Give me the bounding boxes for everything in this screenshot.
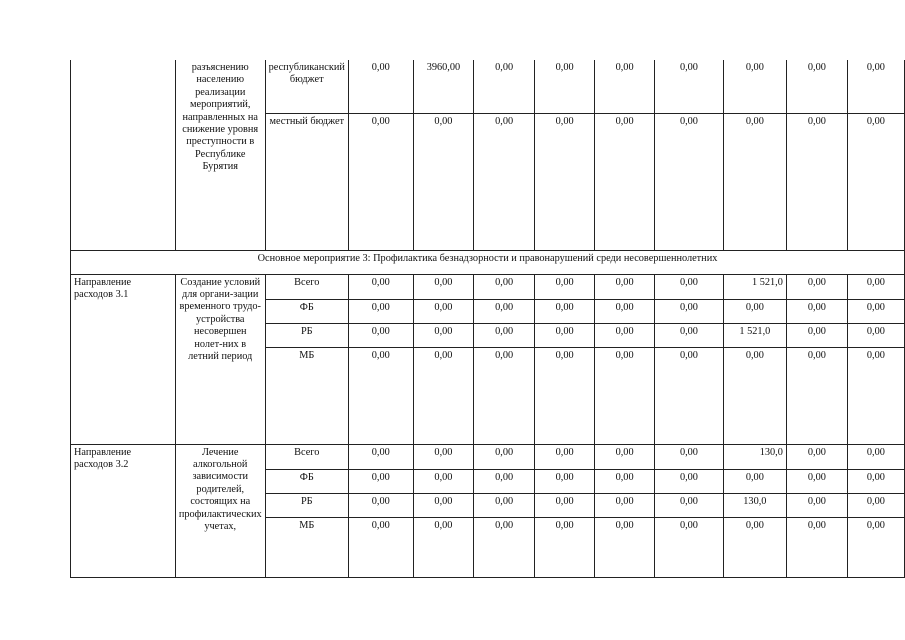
funding-source-cell: ФБ bbox=[265, 469, 348, 493]
direction-label: Направление расходов 3.2 bbox=[71, 444, 176, 577]
funding-source-cell: МБ bbox=[265, 517, 348, 577]
value-cell: 0,00 bbox=[348, 517, 413, 577]
value-cell: 0,00 bbox=[655, 113, 724, 250]
value-cell: 0,00 bbox=[847, 517, 904, 577]
value-cell: 0,00 bbox=[595, 323, 655, 347]
table-row bbox=[71, 274, 905, 299]
event-name-cell: разъяснению населению реализации мероприятий, направленных на снижение уровня преступности в Республике Бурятия bbox=[175, 60, 265, 250]
table-row bbox=[71, 60, 905, 113]
value-cell: 0,00 bbox=[595, 517, 655, 577]
value-cell: 0,00 bbox=[847, 274, 904, 299]
direction-label: Направление расходов 3.1 bbox=[71, 274, 176, 444]
value-cell: 0,00 bbox=[847, 469, 904, 493]
value-cell: 0,00 bbox=[595, 113, 655, 250]
value-cell: 0,00 bbox=[535, 444, 595, 469]
value-cell: 0,00 bbox=[847, 299, 904, 323]
value-cell: 0,00 bbox=[847, 347, 904, 444]
funding-source-cell: РБ bbox=[265, 493, 348, 517]
funding-source-cell: республиканский бюджет bbox=[265, 60, 348, 113]
value-cell: 1 521,0 bbox=[723, 323, 786, 347]
value-cell: 0,00 bbox=[535, 347, 595, 444]
direction-cell-empty bbox=[71, 60, 176, 250]
value-cell: 0,00 bbox=[655, 60, 724, 113]
value-cell: 0,00 bbox=[348, 113, 413, 250]
value-cell: 0,00 bbox=[413, 113, 473, 250]
value-cell: 0,00 bbox=[847, 493, 904, 517]
value-cell: 0,00 bbox=[595, 444, 655, 469]
value-cell: 0,00 bbox=[655, 323, 724, 347]
value-cell: 0,00 bbox=[474, 493, 535, 517]
funding-source-cell: ФБ bbox=[265, 299, 348, 323]
value-cell: 0,00 bbox=[595, 469, 655, 493]
value-cell: 0,00 bbox=[348, 347, 413, 444]
value-cell: 0,00 bbox=[413, 493, 473, 517]
value-cell: 0,00 bbox=[786, 323, 847, 347]
value-cell: 0,00 bbox=[413, 469, 473, 493]
event-name-cell: Лечение алкогольной зависимости родителей, состоящих на профилактических учетах, bbox=[175, 444, 265, 577]
value-cell: 3960,00 bbox=[413, 60, 473, 113]
event-name-cell: Создание условий для органи-зации временного трудо-устройства несовершен нолет-них в летний период bbox=[175, 274, 265, 444]
value-cell: 0,00 bbox=[595, 60, 655, 113]
value-cell: 0,00 bbox=[413, 444, 473, 469]
value-cell: 0,00 bbox=[474, 517, 535, 577]
section-title-row bbox=[71, 250, 905, 274]
value-cell: 0,00 bbox=[655, 299, 724, 323]
budget-table bbox=[70, 60, 905, 578]
value-cell: 1 521,0 bbox=[723, 274, 786, 299]
value-cell: 0,00 bbox=[413, 299, 473, 323]
value-cell: 0,00 bbox=[595, 274, 655, 299]
value-cell: 0,00 bbox=[595, 493, 655, 517]
value-cell: 0,00 bbox=[847, 323, 904, 347]
value-cell: 0,00 bbox=[474, 469, 535, 493]
funding-source-cell: Всего bbox=[265, 444, 348, 469]
value-cell: 0,00 bbox=[348, 469, 413, 493]
table-row bbox=[71, 444, 905, 469]
value-cell: 0,00 bbox=[535, 113, 595, 250]
value-cell: 0,00 bbox=[847, 113, 904, 250]
value-cell: 0,00 bbox=[348, 299, 413, 323]
value-cell: 0,00 bbox=[413, 323, 473, 347]
value-cell: 0,00 bbox=[723, 113, 786, 250]
funding-source-cell: МБ bbox=[265, 347, 348, 444]
funding-source-cell: РБ bbox=[265, 323, 348, 347]
value-cell: 0,00 bbox=[655, 517, 724, 577]
value-cell: 0,00 bbox=[786, 113, 847, 250]
value-cell: 0,00 bbox=[655, 444, 724, 469]
section-title: Основное мероприятие 3: Профилактика безнадзорности и правонарушений среди несовершеннолетних bbox=[71, 250, 905, 274]
value-cell: 0,00 bbox=[348, 274, 413, 299]
value-cell: 0,00 bbox=[535, 469, 595, 493]
value-cell: 0,00 bbox=[348, 444, 413, 469]
value-cell: 0,00 bbox=[723, 469, 786, 493]
value-cell: 0,00 bbox=[474, 323, 535, 347]
value-cell: 0,00 bbox=[535, 323, 595, 347]
value-cell: 0,00 bbox=[535, 517, 595, 577]
value-cell: 0,00 bbox=[723, 60, 786, 113]
value-cell: 0,00 bbox=[348, 493, 413, 517]
value-cell: 0,00 bbox=[786, 517, 847, 577]
funding-source-cell: Всего bbox=[265, 274, 348, 299]
value-cell: 0,00 bbox=[595, 299, 655, 323]
value-cell: 0,00 bbox=[413, 517, 473, 577]
value-cell: 0,00 bbox=[474, 299, 535, 323]
value-cell: 0,00 bbox=[723, 299, 786, 323]
value-cell: 0,00 bbox=[474, 347, 535, 444]
value-cell: 0,00 bbox=[786, 493, 847, 517]
value-cell: 0,00 bbox=[535, 274, 595, 299]
value-cell: 0,00 bbox=[413, 274, 473, 299]
value-cell: 0,00 bbox=[655, 347, 724, 444]
value-cell: 0,00 bbox=[474, 444, 535, 469]
value-cell: 0,00 bbox=[348, 323, 413, 347]
value-cell: 0,00 bbox=[786, 299, 847, 323]
value-cell: 0,00 bbox=[474, 60, 535, 113]
value-cell: 0,00 bbox=[474, 274, 535, 299]
value-cell: 0,00 bbox=[474, 113, 535, 250]
value-cell: 0,00 bbox=[786, 347, 847, 444]
value-cell: 0,00 bbox=[786, 469, 847, 493]
value-cell: 0,00 bbox=[655, 469, 724, 493]
value-cell: 130,0 bbox=[723, 493, 786, 517]
value-cell: 0,00 bbox=[847, 60, 904, 113]
value-cell: 0,00 bbox=[786, 60, 847, 113]
value-cell: 0,00 bbox=[723, 347, 786, 444]
value-cell: 0,00 bbox=[535, 299, 595, 323]
value-cell: 130,0 bbox=[723, 444, 786, 469]
value-cell: 0,00 bbox=[413, 347, 473, 444]
value-cell: 0,00 bbox=[348, 60, 413, 113]
value-cell: 0,00 bbox=[655, 493, 724, 517]
value-cell: 0,00 bbox=[595, 347, 655, 444]
value-cell: 0,00 bbox=[786, 274, 847, 299]
funding-source-cell: местный бюджет bbox=[265, 113, 348, 250]
value-cell: 0,00 bbox=[655, 274, 724, 299]
value-cell: 0,00 bbox=[847, 444, 904, 469]
value-cell: 0,00 bbox=[723, 517, 786, 577]
value-cell: 0,00 bbox=[786, 444, 847, 469]
value-cell: 0,00 bbox=[535, 493, 595, 517]
value-cell: 0,00 bbox=[535, 60, 595, 113]
